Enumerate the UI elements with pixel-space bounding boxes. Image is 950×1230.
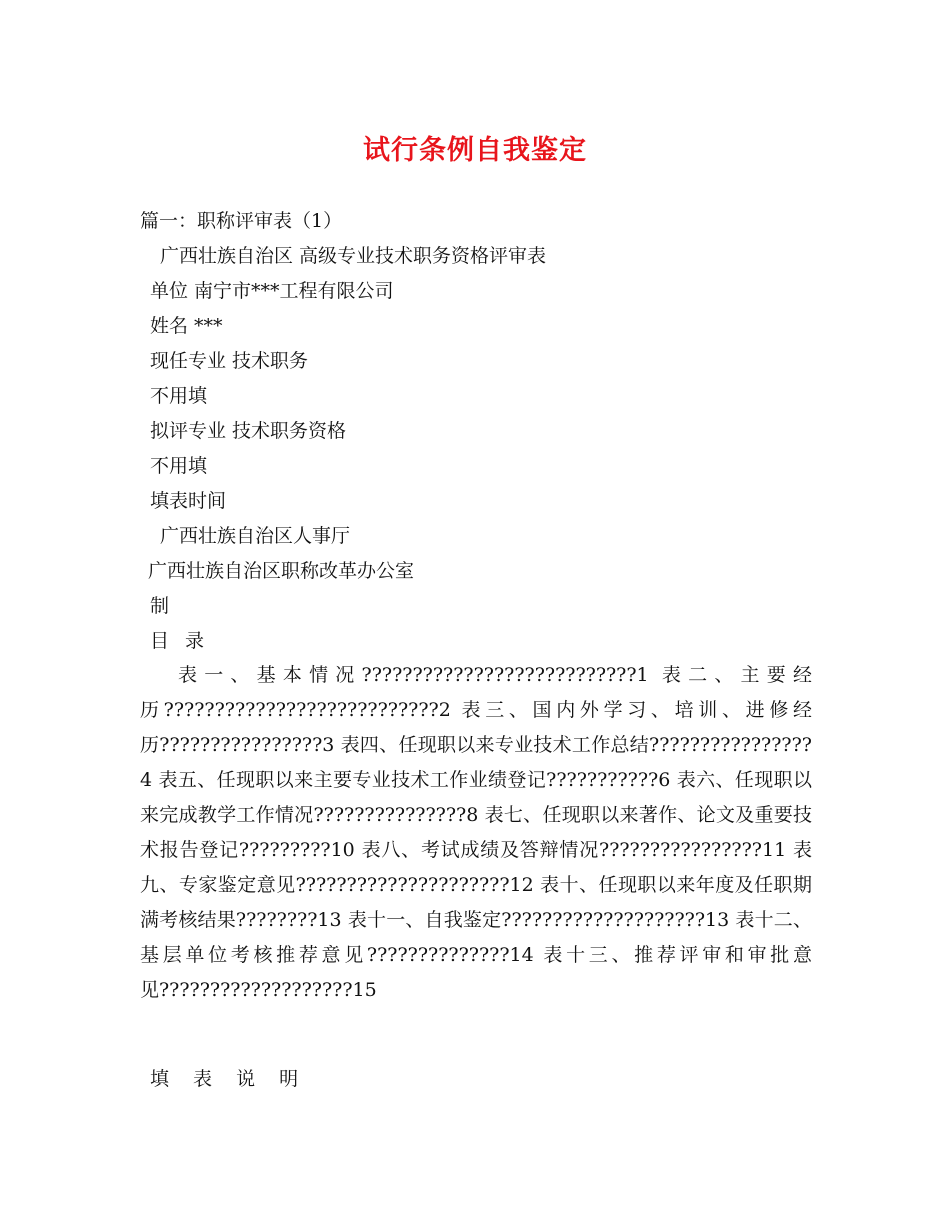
instructions-heading: 填 表 说 明 [150, 1068, 308, 1090]
issuer-hr-dept: 广西壮族自治区人事厅 [160, 525, 351, 547]
issuer-made-by: 制 [150, 595, 170, 617]
current-position-line: 现任专业 技术职务 [150, 350, 309, 372]
name-line: 姓名 *** [150, 315, 223, 337]
form-cover-lines [140, 204, 812, 659]
section-heading: 篇一：职称评审表（1） [140, 210, 343, 232]
issuer-reform-office: 广西壮族自治区职称改革办公室 [148, 560, 415, 582]
current-position-note: 不用填 [150, 385, 208, 407]
table-of-contents: 表一、基本情况???????????????????????????1 表二、主要经历???????????????????????????2 表三、国内外学习、培训、进修经历????????????????3 表四、任现职以来专业技术工作总结????????????????4 表五、任现职以来主要专业技术工作业绩登记???????????6 表六、任现职以来完成教学工作情况???????????????8 表七、任现职以来著作、论文及重要技术报告登记?????????10 表八、考试成绩及答辩情况????????????????11 表九、专家鉴定意见?????????????????????12 表十、任现职以来年度及任职期满考核结果????????13 表十一、自我鉴定????????????????????13 表十二、基层单位考核推荐意见??????????????14 表十三、推荐评审和审批意见???????????????????15 [140, 664, 812, 1001]
fill-date-line: 填表时间 [150, 490, 227, 512]
form-name: 广西壮族自治区 高级专业技术职务资格评审表 [160, 245, 547, 267]
unit-line: 单位 南宁市***工程有限公司 [150, 280, 394, 302]
target-qualification-note: 不用填 [150, 455, 208, 477]
toc-heading: 目 录 [150, 630, 210, 652]
target-qualification-line: 拟评专业 技术职务资格 [150, 420, 347, 442]
document-title: 试行条例自我鉴定 [363, 135, 587, 166]
